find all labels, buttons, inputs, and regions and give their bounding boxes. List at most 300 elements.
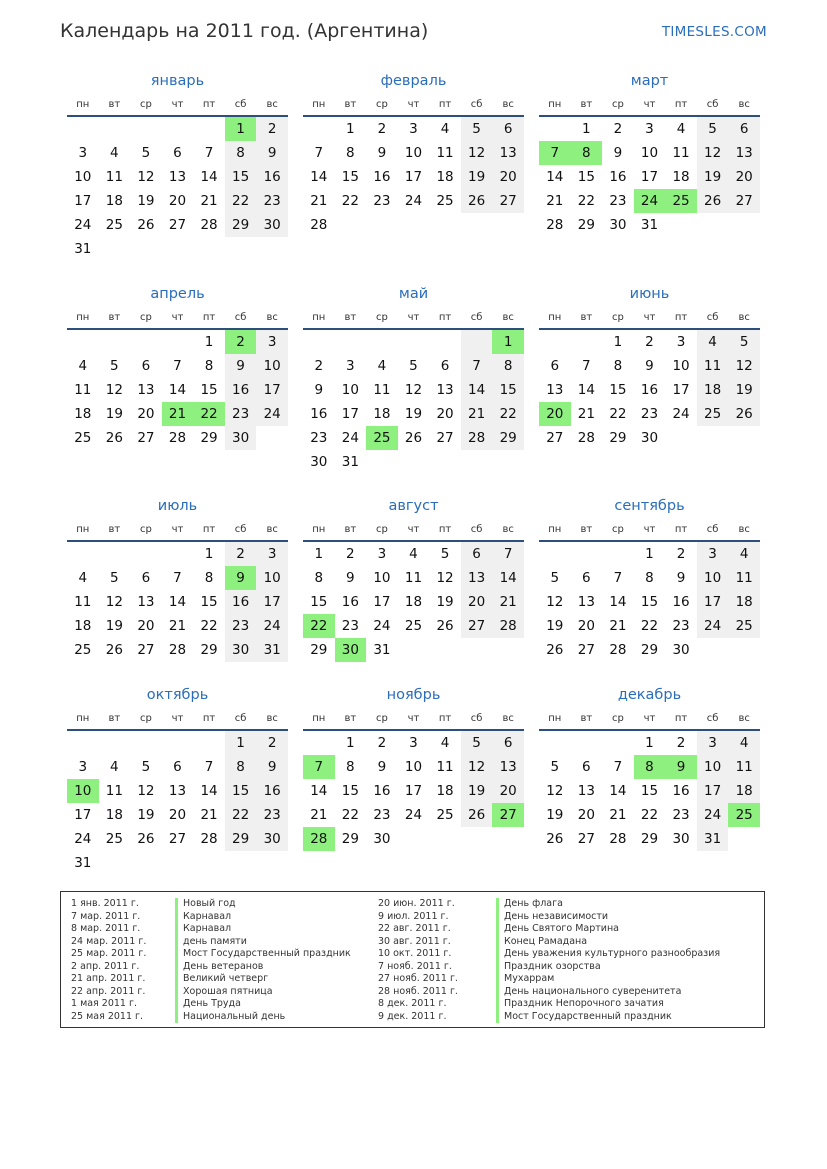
weekday-label: вт [344,98,357,110]
holiday-day-cell: 22 [193,402,225,426]
empty-day-cell [162,731,194,755]
day-cell: 20 [137,406,155,422]
empty-day-cell [67,330,99,354]
empty-day-cell [99,330,131,354]
weekend-day-cell: 17 [256,378,288,402]
weekend-day-cell: 8 [225,755,257,779]
day-cell: 28 [609,831,627,847]
legend-holiday-name: День уважения культурного разнообразия [496,948,720,961]
day-cell: 4 [78,358,88,374]
day-cell: 29 [200,430,218,446]
day-cell: 2 [314,358,324,374]
legend-date: 10 окт. 2011 г. [378,948,452,959]
month-name: май [398,286,429,302]
day-cell: 18 [74,406,92,422]
weekend-day-cell: 14 [492,566,524,590]
month-calendar [67,285,288,450]
day-grid [67,117,288,261]
day-cell: 21 [609,807,627,823]
day-cell: 15 [200,594,218,610]
day-cell: 19 [404,406,423,422]
empty-day-cell [303,117,335,141]
month-name: апрель [150,286,205,302]
weekday-label: сб [234,98,247,110]
day-cell: 13 [546,382,564,398]
weekend-day-cell: 6 [728,117,760,141]
empty-day-cell [193,731,225,755]
empty-day-cell [398,330,430,354]
month-calendar [539,72,760,237]
weekday-label: вс [266,98,278,110]
weekend-day-cell: 21 [461,402,493,426]
weekend-day-cell: 4 [728,731,760,755]
day-cell: 24 [672,406,690,422]
day-cell: 1 [582,121,591,137]
weekend-day-cell: 26 [697,189,729,213]
day-cell: 19 [105,406,123,422]
weekday-label: чт [407,523,420,535]
day-cell: 1 [613,334,623,350]
legend-holiday-name: Хорошая пятница [175,986,351,999]
weekday-header [539,518,760,542]
day-cell: 25 [105,831,123,847]
weekday-label: сб [470,98,483,110]
day-cell: 10 [672,358,690,374]
day-cell: 6 [173,145,182,161]
legend-date: 22 авг. 2011 г. [378,923,451,934]
day-cell: 29 [609,430,627,446]
weekday-header [67,93,288,117]
empty-day-cell [539,117,571,141]
day-cell: 24 [404,807,423,823]
weekday-label: вт [580,98,593,110]
day-cell: 15 [609,382,627,398]
day-cell: 17 [672,382,690,398]
day-cell: 15 [341,169,359,185]
day-cell: 29 [640,831,659,847]
day-cell: 6 [582,759,591,775]
day-cell: 23 [341,618,359,634]
day-cell: 3 [78,759,88,775]
day-cell: 23 [672,618,690,634]
day-cell: 13 [577,783,595,799]
day-cell: 14 [310,783,328,799]
day-cell: 21 [310,193,328,209]
day-cell: 16 [609,169,627,185]
day-cell: 5 [550,759,560,775]
weekend-day-cell: 16 [225,590,257,614]
weekend-day-cell: 3 [256,330,288,354]
day-cell: 10 [404,145,423,161]
day-cell: 6 [440,358,450,374]
day-cell: 25 [436,807,454,823]
weekend-day-cell: 27 [492,189,524,213]
day-cell: 30 [310,454,328,470]
weekday-label: сб [470,311,483,323]
weekday-label: ср [375,712,388,724]
empty-day-cell [130,330,162,354]
day-cell: 2 [613,121,623,137]
weekend-day-cell: 24 [256,614,288,638]
weekend-day-cell: 24 [697,614,729,638]
day-cell: 18 [404,594,423,610]
day-cell: 11 [74,382,92,398]
weekend-day-cell: 13 [492,141,524,165]
day-cell: 10 [74,169,92,185]
day-cell: 16 [672,783,690,799]
day-cell: 1 [314,546,324,562]
empty-day-cell [571,731,603,755]
weekday-header [303,518,524,542]
weekend-day-cell: 6 [492,117,524,141]
weekday-label: вт [344,523,357,535]
day-grid [67,731,288,875]
weekend-day-cell: 16 [256,779,288,803]
month-name: март [630,73,669,89]
weekday-label: ср [611,523,624,535]
day-cell: 22 [609,406,627,422]
day-cell: 21 [609,618,627,634]
holiday-day-cell: 9 [665,755,697,779]
day-cell: 29 [577,217,595,233]
weekend-day-cell: 3 [697,731,729,755]
weekend-day-cell: 2 [256,117,288,141]
day-cell: 2 [377,121,387,137]
weekend-day-cell: 5 [461,117,493,141]
day-cell: 23 [672,807,690,823]
legend-holiday-name: Праздник озорства [496,961,720,974]
day-cell: 27 [168,217,187,233]
day-cell: 31 [74,855,92,871]
weekend-day-cell: 11 [728,755,760,779]
holiday-legend [60,891,765,1028]
day-cell: 29 [341,831,359,847]
day-cell: 28 [546,217,564,233]
day-cell: 7 [613,570,623,586]
day-cell: 7 [173,570,182,586]
weekend-day-cell: 6 [461,542,493,566]
day-cell: 7 [173,358,182,374]
day-cell: 29 [310,642,328,658]
day-cell: 26 [137,831,155,847]
holiday-day-cell: 7 [539,141,571,165]
weekday-label: вс [738,98,750,110]
weekend-day-cell: 25 [697,402,729,426]
weekend-day-cell: 8 [225,141,257,165]
holiday-day-cell: 24 [634,189,666,213]
weekday-label: ср [375,523,388,535]
weekday-label: сб [706,311,719,323]
day-cell: 23 [310,430,328,446]
day-grid [539,542,760,662]
weekday-label: сб [706,523,719,535]
day-cell: 19 [105,618,123,634]
day-cell: 13 [168,783,187,799]
weekend-day-cell: 26 [728,402,760,426]
day-cell: 4 [409,546,418,562]
weekday-label: вс [738,523,750,535]
weekend-day-cell: 23 [256,189,288,213]
weekday-header [67,518,288,542]
day-cell: 22 [640,618,659,634]
weekend-day-cell: 20 [728,165,760,189]
day-grid [303,117,524,237]
weekday-label: вт [344,311,357,323]
day-cell: 3 [78,145,88,161]
day-cell: 6 [173,759,182,775]
day-cell: 9 [314,382,324,398]
weekday-label: ср [611,311,624,323]
weekend-day-cell: 6 [492,731,524,755]
day-cell: 5 [110,570,119,586]
weekday-label: ср [139,523,152,535]
weekend-day-cell: 15 [225,165,257,189]
day-cell: 2 [377,735,387,751]
weekend-day-cell: 17 [697,779,729,803]
day-cell: 16 [341,594,359,610]
empty-day-cell [162,117,194,141]
weekday-label: ср [139,98,152,110]
legend-date: 20 июн. 2011 г. [378,898,455,909]
day-cell: 3 [409,735,418,751]
holiday-day-cell: 25 [665,189,697,213]
weekday-label: ср [139,712,152,724]
day-cell: 21 [200,807,218,823]
day-cell: 1 [346,735,355,751]
weekday-label: чт [171,523,184,535]
day-cell: 28 [609,642,627,658]
legend-date: 22 апр. 2011 г. [71,985,146,997]
legend-date: 9 дек. 2011 г. [378,1010,447,1022]
month-name: декабрь [617,687,682,703]
weekend-day-cell: 13 [492,755,524,779]
weekend-day-cell: 10 [697,755,729,779]
weekend-day-cell: 16 [256,165,288,189]
day-cell: 5 [550,570,560,586]
day-cell: 11 [436,759,454,775]
weekend-day-cell: 11 [697,354,729,378]
day-cell: 15 [640,783,659,799]
weekend-day-cell: 17 [697,590,729,614]
weekday-header [303,306,524,330]
day-cell: 8 [314,570,324,586]
month-calendar [539,686,760,851]
weekend-day-cell: 28 [492,614,524,638]
weekday-label: вс [266,523,278,535]
weekend-day-cell: 3 [256,542,288,566]
day-cell: 11 [404,570,423,586]
day-cell: 17 [640,169,659,185]
weekend-day-cell: 28 [461,426,493,450]
day-cell: 2 [676,546,686,562]
weekday-label: вт [108,311,121,323]
weekend-day-cell: 2 [256,731,288,755]
weekday-label: вт [580,523,593,535]
weekday-label: пт [202,311,216,323]
legend-date: 21 апр. 2011 г. [71,973,146,984]
weekday-header [67,306,288,330]
day-cell: 24 [74,831,92,847]
empty-day-cell [335,330,367,354]
day-cell: 25 [105,217,123,233]
empty-day-cell [130,117,162,141]
month-calendar [303,497,524,662]
day-cell: 30 [672,642,690,658]
weekend-day-cell: 4 [728,542,760,566]
month-calendar [539,285,760,450]
weekend-day-cell: 25 [728,614,760,638]
legend-holiday-name: День национального суверенитета [496,986,720,999]
weekday-label: чт [407,712,420,724]
weekend-day-cell: 20 [492,165,524,189]
weekday-label: чт [171,712,184,724]
day-cell: 1 [346,121,355,137]
day-cell: 3 [346,358,355,374]
legend-date: 28 нояб. 2011 г. [378,985,458,997]
legend-names-right [496,898,720,1023]
day-cell: 1 [645,546,654,562]
weekday-label: чт [407,311,420,323]
weekend-day-cell: 19 [461,779,493,803]
weekday-label: пн [76,311,90,323]
day-cell: 11 [74,594,92,610]
weekday-label: пт [202,98,216,110]
day-cell: 21 [200,193,218,209]
day-cell: 18 [105,807,123,823]
day-cell: 9 [645,358,654,374]
day-cell: 14 [200,169,218,185]
weekday-label: чт [643,98,656,110]
weekday-label: сб [234,523,247,535]
day-cell: 27 [577,831,595,847]
weekend-day-cell: 23 [225,402,257,426]
weekday-label: пн [76,523,90,535]
weekday-label: пн [548,712,562,724]
holiday-day-cell: 28 [303,827,335,851]
day-cell: 14 [609,594,627,610]
weekday-label: сб [706,712,719,724]
empty-day-cell [366,330,398,354]
day-cell: 14 [577,382,595,398]
weekday-label: ср [611,98,624,110]
day-grid [539,731,760,851]
day-cell: 31 [341,454,359,470]
weekend-day-cell: 8 [492,354,524,378]
day-cell: 5 [440,546,450,562]
weekend-day-cell: 26 [461,803,493,827]
weekend-day-cell: 20 [461,590,493,614]
legend-holiday-name: Великий четверг [175,973,351,986]
weekend-day-cell: 24 [697,803,729,827]
legend-names-left [175,898,351,1023]
weekday-label: пт [438,311,452,323]
day-cell: 8 [613,358,623,374]
day-cell: 26 [137,217,155,233]
day-cell: 4 [377,358,387,374]
weekday-label: пт [674,311,688,323]
weekend-day-cell: 9 [256,755,288,779]
weekday-label: пн [548,311,562,323]
holiday-day-cell: 1 [225,117,257,141]
day-grid [303,731,524,851]
weekend-day-cell: 1 [225,731,257,755]
empty-day-cell [429,330,461,354]
day-cell: 12 [546,594,564,610]
weekday-label: сб [706,98,719,110]
legend-holiday-name: День ветеранов [175,961,351,974]
day-cell: 4 [110,145,119,161]
weekday-label: вс [738,311,750,323]
day-cell: 24 [373,618,391,634]
weekend-day-cell: 5 [461,731,493,755]
empty-day-cell [602,542,634,566]
weekend-day-cell: 30 [225,426,257,450]
day-cell: 3 [676,334,686,350]
weekday-label: ср [139,311,152,323]
day-cell: 14 [609,783,627,799]
weekday-label: вт [580,311,593,323]
holiday-day-cell: 20 [539,402,571,426]
weekday-label: вт [108,712,121,724]
brand-link[interactable]: TIMESLES.COM [661,24,767,40]
weekend-day-cell: 10 [697,566,729,590]
month-name: ноябрь [386,687,441,703]
empty-day-cell [193,117,225,141]
empty-day-cell [539,542,571,566]
empty-day-cell [461,330,493,354]
day-cell: 11 [672,145,690,161]
weekend-day-cell: 29 [225,827,257,851]
weekend-day-cell: 5 [728,330,760,354]
day-cell: 22 [341,807,359,823]
month-calendar [67,497,288,662]
day-cell: 4 [676,121,686,137]
day-cell: 14 [168,594,187,610]
day-cell: 4 [440,735,450,751]
weekend-day-cell: 18 [697,378,729,402]
day-cell: 18 [436,783,454,799]
weekend-day-cell: 10 [256,566,288,590]
day-cell: 2 [645,334,654,350]
weekend-day-cell: 15 [225,779,257,803]
weekend-day-cell: 10 [256,354,288,378]
weekend-day-cell: 23 [256,803,288,827]
weekday-label: пн [76,712,90,724]
weekday-label: чт [643,712,656,724]
day-cell: 30 [373,831,391,847]
weekday-label: пн [76,98,90,110]
weekday-label: чт [407,98,420,110]
empty-day-cell [67,731,99,755]
weekday-label: вт [108,98,121,110]
weekend-day-cell: 15 [492,378,524,402]
weekend-day-cell: 3 [697,542,729,566]
weekday-label: ср [611,712,624,724]
weekday-label: ср [375,98,388,110]
weekday-label: пн [548,98,562,110]
weekday-label: пт [674,712,688,724]
legend-dates-right [378,898,458,1023]
day-cell: 8 [204,570,214,586]
weekend-day-cell: 31 [256,638,288,662]
day-cell: 31 [373,642,391,658]
legend-holiday-name: Конец Рамадана [496,936,720,949]
weekday-header [539,306,760,330]
day-cell: 22 [640,807,659,823]
weekday-header [539,707,760,731]
weekend-day-cell: 11 [728,566,760,590]
day-cell: 30 [640,430,659,446]
